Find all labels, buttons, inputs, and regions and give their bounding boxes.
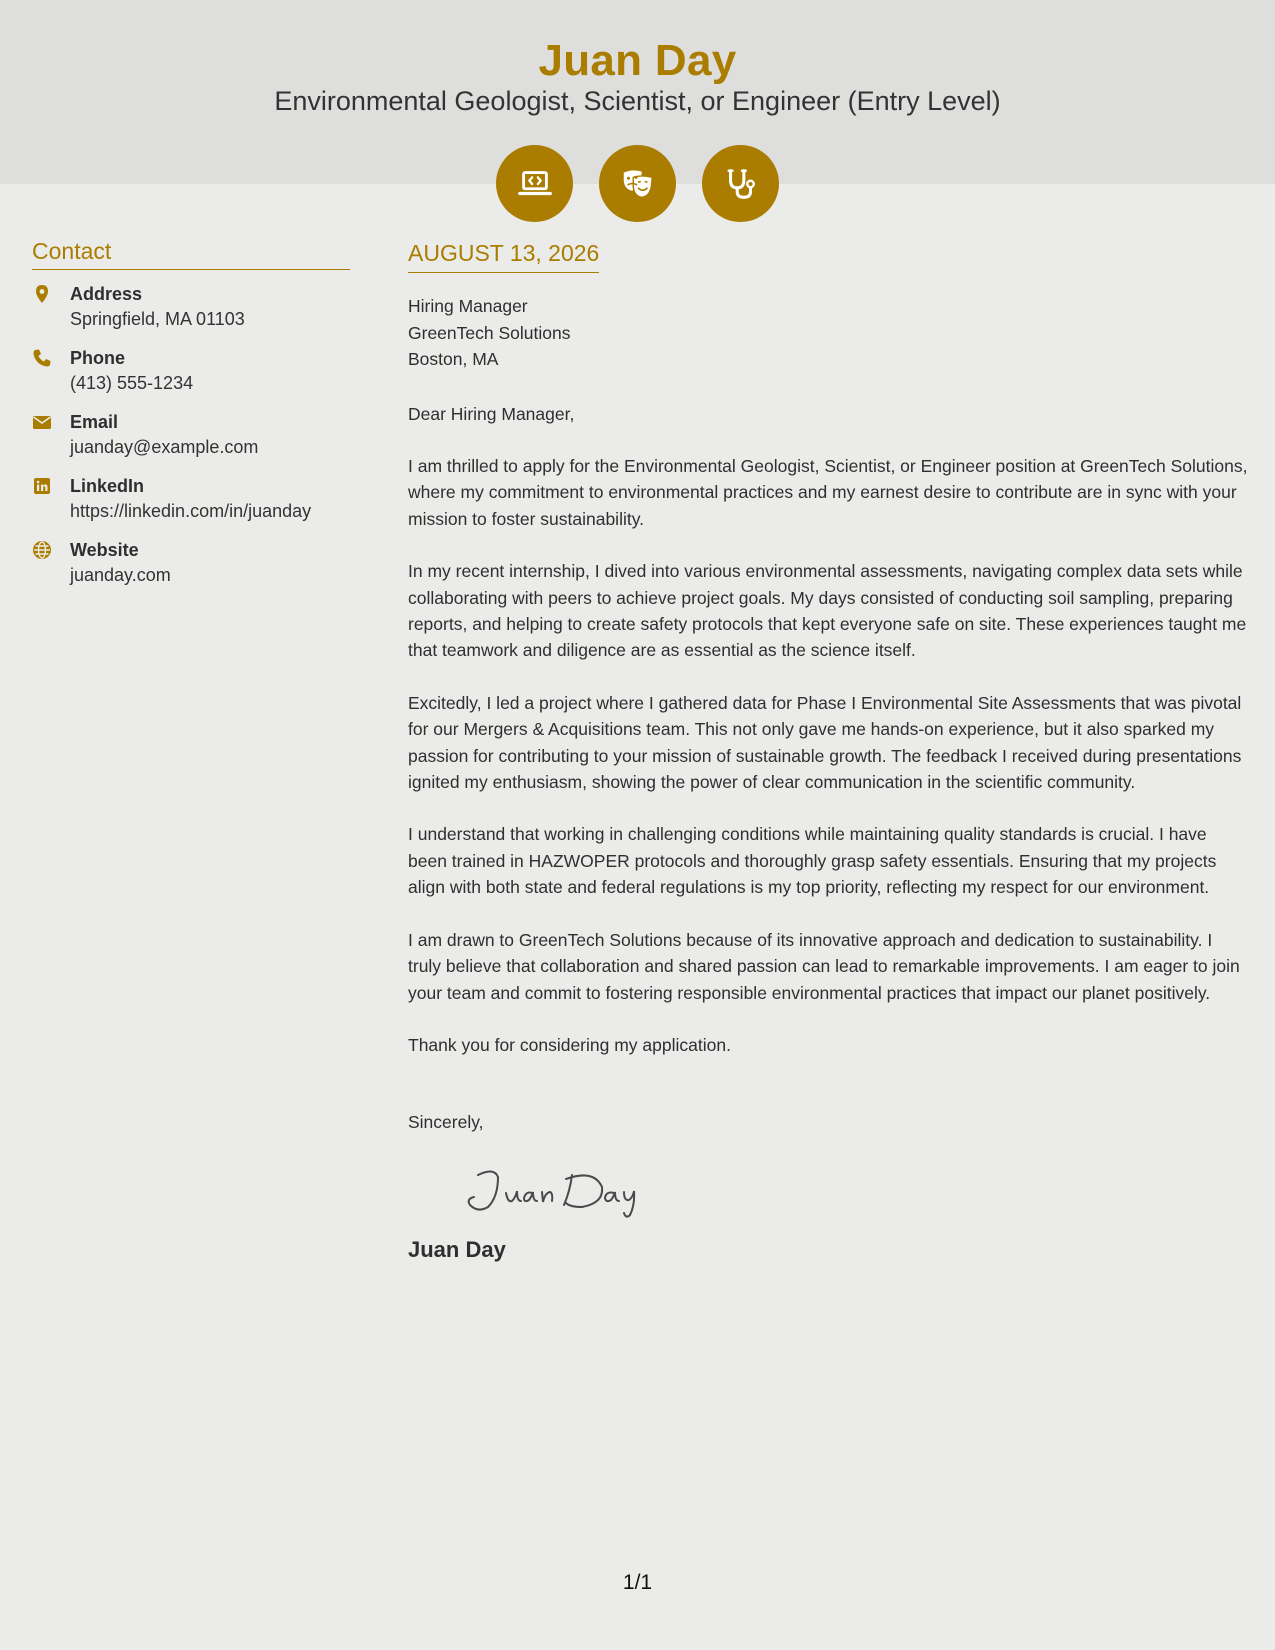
- contact-phone: [32, 346, 350, 396]
- letter-paragraph: I am drawn to GreenTech Solutions because of its innovative approach and dedication to sustainability. I truly believe that collaboration and shared passion can lead to remarkable improvements. I am eager to join your team and commit to fostering responsible environmental practices that impact our planet positively.: [408, 929, 1240, 1003]
- contact-email: [32, 410, 350, 460]
- interest-icons: [0, 145, 1275, 222]
- phone-value: (413) 555-1234: [70, 373, 194, 393]
- contact-list: [32, 282, 350, 588]
- letter-body: [408, 240, 1248, 1263]
- letter-date: AUGUST 13, 2026: [408, 240, 599, 273]
- letter-paragraph: Thank you for considering my application.: [408, 1034, 731, 1055]
- contact-label: Phone: [70, 348, 126, 368]
- recipient-line: Boston, MA: [408, 349, 499, 369]
- laptop-code-icon: [496, 145, 573, 222]
- job-title: Environmental Geologist, Scientist, or Engineer (Entry Level): [274, 86, 1001, 116]
- closing: Sincerely,: [408, 1112, 484, 1133]
- email-value: juanday@example.com: [70, 437, 259, 457]
- linkedin-value[interactable]: https://linkedin.com/in/juanday: [70, 501, 312, 521]
- contact-linkedin: [32, 474, 350, 524]
- salutation: Dear Hiring Manager,: [408, 403, 575, 424]
- contact-heading: Contact: [32, 238, 350, 270]
- letter-paragraph: I understand that working in challenging conditions while maintaining quality standards is crucial. I have been trained in HAZWOPER protocols and thoroughly grasp safety essentials. Ensuring that my projects align with both state and federal regulations is my top priority, reflecting my respect for our environment.: [408, 824, 1217, 898]
- contact-address: [32, 282, 350, 332]
- page-number: 1/1: [622, 1571, 653, 1594]
- contact-label: Email: [70, 412, 119, 432]
- contact-website: [32, 538, 350, 588]
- sidebar: [32, 238, 350, 602]
- signed-name: Juan Day: [408, 1237, 506, 1263]
- website-value[interactable]: juanday.com: [70, 565, 171, 585]
- contact-label: Address: [70, 284, 143, 304]
- contact-label: Website: [70, 540, 139, 560]
- contact-label: LinkedIn: [70, 476, 145, 496]
- map-pin-icon: [32, 282, 70, 332]
- letter-paragraph: Excitedly, I led a project where I gathered data for Phase I Environmental Site Assessments that was pivotal for our Mergers & Acquisitions team. This not only gave me hands-on experience, but it also sparked my passion for contributing to your mission of sustainable growth. The feedback I received during presentations ignited my enthusiasm, showing the power of clear communication in the scientific community.: [408, 692, 1242, 793]
- theater-masks-icon: [599, 145, 676, 222]
- recipient-line: GreenTech Solutions: [408, 322, 571, 343]
- recipient-block: [408, 293, 1248, 373]
- address-value: Springfield, MA 01103: [70, 309, 245, 329]
- globe-icon: [32, 538, 70, 588]
- letter-paragraph: In my recent internship, I dived into various environmental assessments, navigating complex data sets while collaborating with peers to achieve project goals. My days consisted of conducting soil sampling, preparing reports, and helping to create safety protocols that kept everyone safe on site. These experiences taught me that teamwork and diligence are as essential as the science itself.: [408, 561, 1247, 661]
- signature-image: [454, 1161, 654, 1221]
- recipient-line: Hiring Manager: [408, 296, 528, 316]
- linkedin-icon: [32, 474, 70, 524]
- candidate-name: Juan Day: [538, 36, 737, 85]
- phone-icon: [32, 346, 70, 396]
- envelope-icon: [32, 410, 70, 460]
- letter-paragraph: I am thrilled to apply for the Environmental Geologist, Scientist, or Engineer position at GreenTech Solutions, where my commitment to environmental practices and my earnest desire to contribute are in sync with your mission to foster sustainability.: [408, 456, 1248, 529]
- stethoscope-icon: [702, 145, 779, 222]
